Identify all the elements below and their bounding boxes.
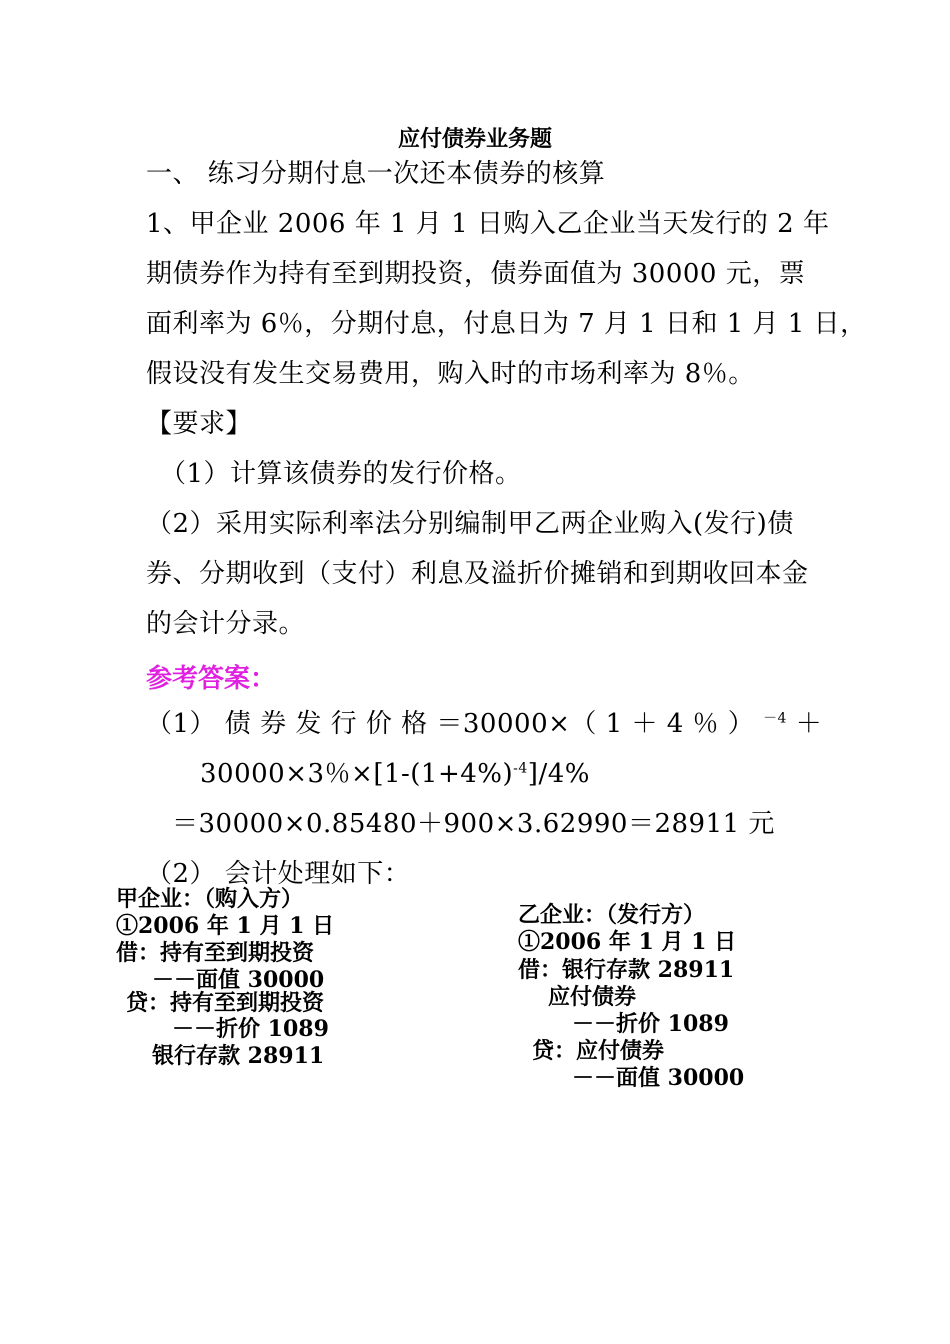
problem-line-3: 面利率为 6％，分期付息，付息日为 7 月 1 日和 1 月 1 日， bbox=[146, 309, 867, 339]
section-heading: 一、 练习分期付息一次还本债券的核算 bbox=[146, 159, 606, 189]
issuer-debit: 借：银行存款 28911 bbox=[518, 957, 735, 983]
calc-line-1 bbox=[146, 707, 822, 741]
buyer-debit-sub: －－面值 30000 bbox=[152, 967, 325, 993]
buyer-credit-2: 银行存款 28911 bbox=[152, 1043, 325, 1069]
accounting-intro: （2） 会计处理如下： bbox=[146, 859, 411, 889]
calc-line-3: ＝30000×0.85480＋900×3.62990＝28911 元 bbox=[172, 809, 775, 839]
answer-heading: 参考答案： bbox=[146, 664, 277, 694]
calc-line-1-exponent: －4 bbox=[763, 710, 787, 727]
buyer-date: ①2006 年 1 月 1 日 bbox=[116, 913, 335, 939]
issuer-debit-2-sub: －－折价 1089 bbox=[572, 1011, 729, 1037]
page-title: 应付债券业务题 bbox=[397, 126, 552, 152]
issuer-date: ①2006 年 1 月 1 日 bbox=[518, 929, 737, 955]
issuer-debit-2: 应付债券 bbox=[548, 984, 637, 1010]
calc-line-2-tail: ]/4% bbox=[527, 759, 590, 789]
requirement-2-line-2: 券、分期收到（支付）利息及溢折价摊销和到期收回本金 bbox=[146, 559, 809, 589]
issuer-heading: 乙企业：（发行方） bbox=[518, 902, 706, 928]
calc-line-2-exponent: -4 bbox=[513, 760, 528, 777]
calc-line-2-text: 30000×3％×[1-(1+4%) bbox=[200, 759, 514, 789]
requirement-2-line-1: （2）采用实际利率法分别编制甲乙两企业购入(发行)债 bbox=[146, 509, 794, 539]
requirements-heading: 【要求】 bbox=[146, 409, 253, 439]
calc-line-1-tail: ＋ bbox=[786, 709, 823, 739]
calc-line-2 bbox=[200, 757, 590, 791]
problem-line-1: 1、甲企业 2006 年 1 月 1 日购入乙企业当天发行的 2 年 bbox=[146, 209, 830, 239]
calc-line-1-text: （1） 债 券 发 行 价 格 ＝30000×（ 1 ＋ 4 ％ ） bbox=[146, 709, 764, 739]
buyer-credit-sub: －－折价 1089 bbox=[172, 1016, 329, 1042]
requirement-1: （1）计算该债券的发行价格。 bbox=[160, 459, 522, 489]
requirement-2-line-3: 的会计分录。 bbox=[146, 609, 306, 639]
buyer-heading: 甲企业：（购入方） bbox=[116, 886, 304, 912]
problem-line-4: 假设没有发生交易费用，购入时的市场利率为 8％。 bbox=[146, 359, 755, 389]
issuer-credit-sub: －－面值 30000 bbox=[572, 1065, 745, 1091]
buyer-credit: 贷：持有至到期投资 bbox=[126, 990, 325, 1016]
problem-line-2: 期债券作为持有至到期投资，债券面值为 30000 元，票 bbox=[146, 259, 806, 289]
buyer-debit: 借：持有至到期投资 bbox=[116, 940, 315, 966]
issuer-credit: 贷：应付债券 bbox=[532, 1038, 665, 1064]
